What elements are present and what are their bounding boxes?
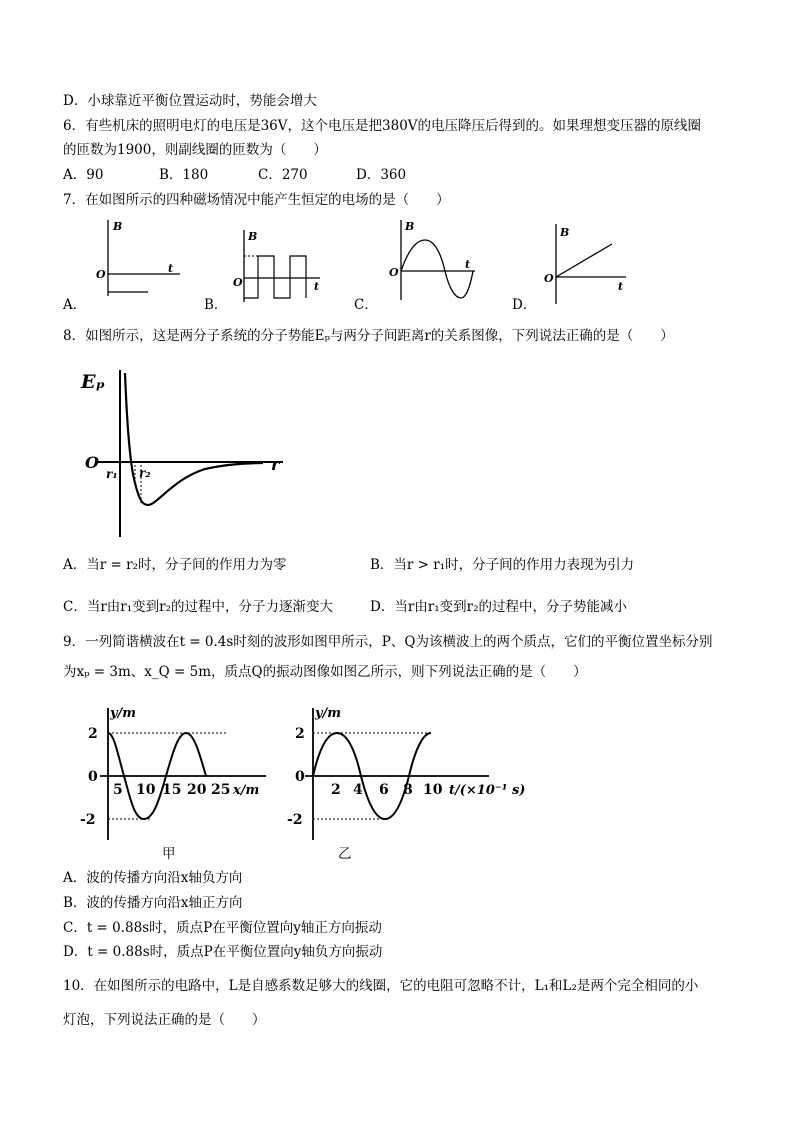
q9-yi-xtick-8: 8	[403, 782, 413, 798]
q9-yi-xtick-4: 4	[353, 782, 363, 798]
q7-b-axis-y: B	[248, 230, 258, 243]
q9-yi-xtick-2: 2	[331, 782, 341, 798]
q9-stem-line1: 9．一列简谐横波在t = 0.4s时刻的波形如图甲所示，P、Q为该横波上的两个质点，它们的平衡位置坐标分别	[63, 634, 713, 650]
q7-d-axis-x: t	[618, 280, 624, 293]
q7-b-origin: O	[233, 276, 243, 289]
q8-r1-label: r₁	[106, 467, 118, 481]
q9-caption-jia: 甲	[162, 846, 176, 862]
q9-yi-ylabel: y/m	[315, 706, 342, 721]
q9-caption-yi: 乙	[338, 846, 352, 862]
q9-jia-xlabel: x/m	[233, 783, 260, 798]
q7-option-a: A．	[63, 297, 87, 313]
q7-a-origin: O	[96, 268, 106, 281]
q6-option-b: B．180	[159, 167, 209, 183]
q9-yi-ytick-neg: -2	[287, 812, 303, 828]
q8-option-c: C．当r由r₁变到r₂的过程中，分子力逐渐变大	[63, 599, 334, 615]
q7-option-d: D．	[512, 297, 537, 313]
q7-graph-b	[230, 228, 330, 304]
q7-a-axis-x: t	[168, 262, 174, 275]
q8-axis-x-label: r	[271, 455, 280, 474]
q9-figure-jia	[80, 700, 280, 850]
q8-option-d: D．当r由r₁变到r₂的过程中，分子势能减小	[370, 599, 628, 615]
q9-option-a: A．波的传播方向沿x轴负方向	[63, 870, 243, 886]
q9-option-d: D．t = 0.88s时，质点P在平衡位置向y轴负方向振动	[63, 944, 383, 960]
q9-yi-xtick-10: 10	[423, 782, 443, 798]
q9-jia-xtick-25: 25	[211, 782, 231, 798]
q7-c-axis-y: B	[405, 220, 415, 233]
q9-jia-ytick-pos: 2	[88, 726, 98, 742]
q9-yi-xlabel: t/(×10⁻¹ s)	[449, 783, 526, 798]
q8-potential-energy-graph	[75, 365, 290, 540]
q8-axis-y-label: Eₚ	[81, 371, 105, 393]
q7-option-c: C．	[354, 297, 378, 313]
q7-option-b: B．	[204, 297, 228, 313]
q8-r2-label: r₂	[139, 466, 151, 480]
q7-d-axis-y: B	[560, 226, 570, 239]
q6-option-a: A．90	[63, 167, 104, 183]
q9-jia-ytick-neg: -2	[80, 812, 96, 828]
q7-graph-d	[540, 222, 640, 306]
q9-jia-xtick-20: 20	[187, 782, 207, 798]
q8-origin-label: O	[85, 453, 99, 472]
q6-stem-line2: 的匝数为1900，则副线圈的匝数为（ ）	[63, 142, 327, 158]
q8-stem: 8．如图所示，这是两分子系统的分子势能Eₚ与两分子间距离r的关系图像，下列说法正确的是（ ）	[63, 328, 674, 344]
q7-a-axis-y: B	[113, 220, 123, 233]
q7-graph-a	[88, 218, 188, 300]
q9-jia-ylabel: y/m	[110, 706, 137, 721]
q9-option-c: C．t = 0.88s时，质点P在平衡位置向y轴正方向振动	[63, 920, 382, 936]
q7-b-axis-x: t	[314, 280, 320, 293]
q7-c-origin: O	[389, 266, 399, 279]
q9-stem-line2: 为xₚ = 3m、x_Q = 5m，质点Q的振动图像如图乙所示，则下列说法正确的是（ ）	[63, 664, 587, 680]
q9-yi-origin: 0	[295, 769, 305, 785]
q9-jia-xtick-15: 15	[162, 782, 182, 798]
q10-stem-line1: 10．在如图所示的电路中，L是自感系数足够大的线圈，它的电阻可忽略不计，L₁和L₂是两个完全相同的小	[63, 978, 699, 994]
q10-stem-line2: 灯泡，下列说法正确的是（ ）	[63, 1012, 266, 1028]
q7-graph-c	[385, 218, 485, 302]
q6-option-d: D．360	[356, 167, 407, 183]
q9-figure-yi	[285, 700, 545, 850]
q6-option-c: C．270	[258, 167, 308, 183]
q7-d-origin: O	[544, 272, 554, 285]
q9-yi-ytick-pos: 2	[295, 726, 305, 742]
q9-yi-xtick-6: 6	[379, 782, 389, 798]
q5-option-d: D．小球靠近平衡位置运动时，势能会增大	[63, 93, 317, 109]
q7-c-axis-x: t	[465, 258, 471, 271]
q9-option-b: B．波的传播方向沿x轴正方向	[63, 895, 243, 911]
q9-jia-xtick-10: 10	[136, 782, 156, 798]
q7-stem: 7．在如图所示的四种磁场情况中能产生恒定的电场的是（ ）	[63, 192, 450, 208]
q9-jia-origin: 0	[88, 769, 98, 785]
q8-option-a: A．当r = r₂时，分子间的作用力为零	[63, 557, 287, 573]
q6-stem-line1: 6．有些机床的照明电灯的电压是36V，这个电压是把380V的电压降压后得到的。如果理想变压器的原线圈	[63, 118, 702, 134]
q9-jia-xtick-5: 5	[113, 782, 123, 798]
q8-option-b: B．当r > r₁时，分子间的作用力表现为引力	[370, 557, 635, 573]
